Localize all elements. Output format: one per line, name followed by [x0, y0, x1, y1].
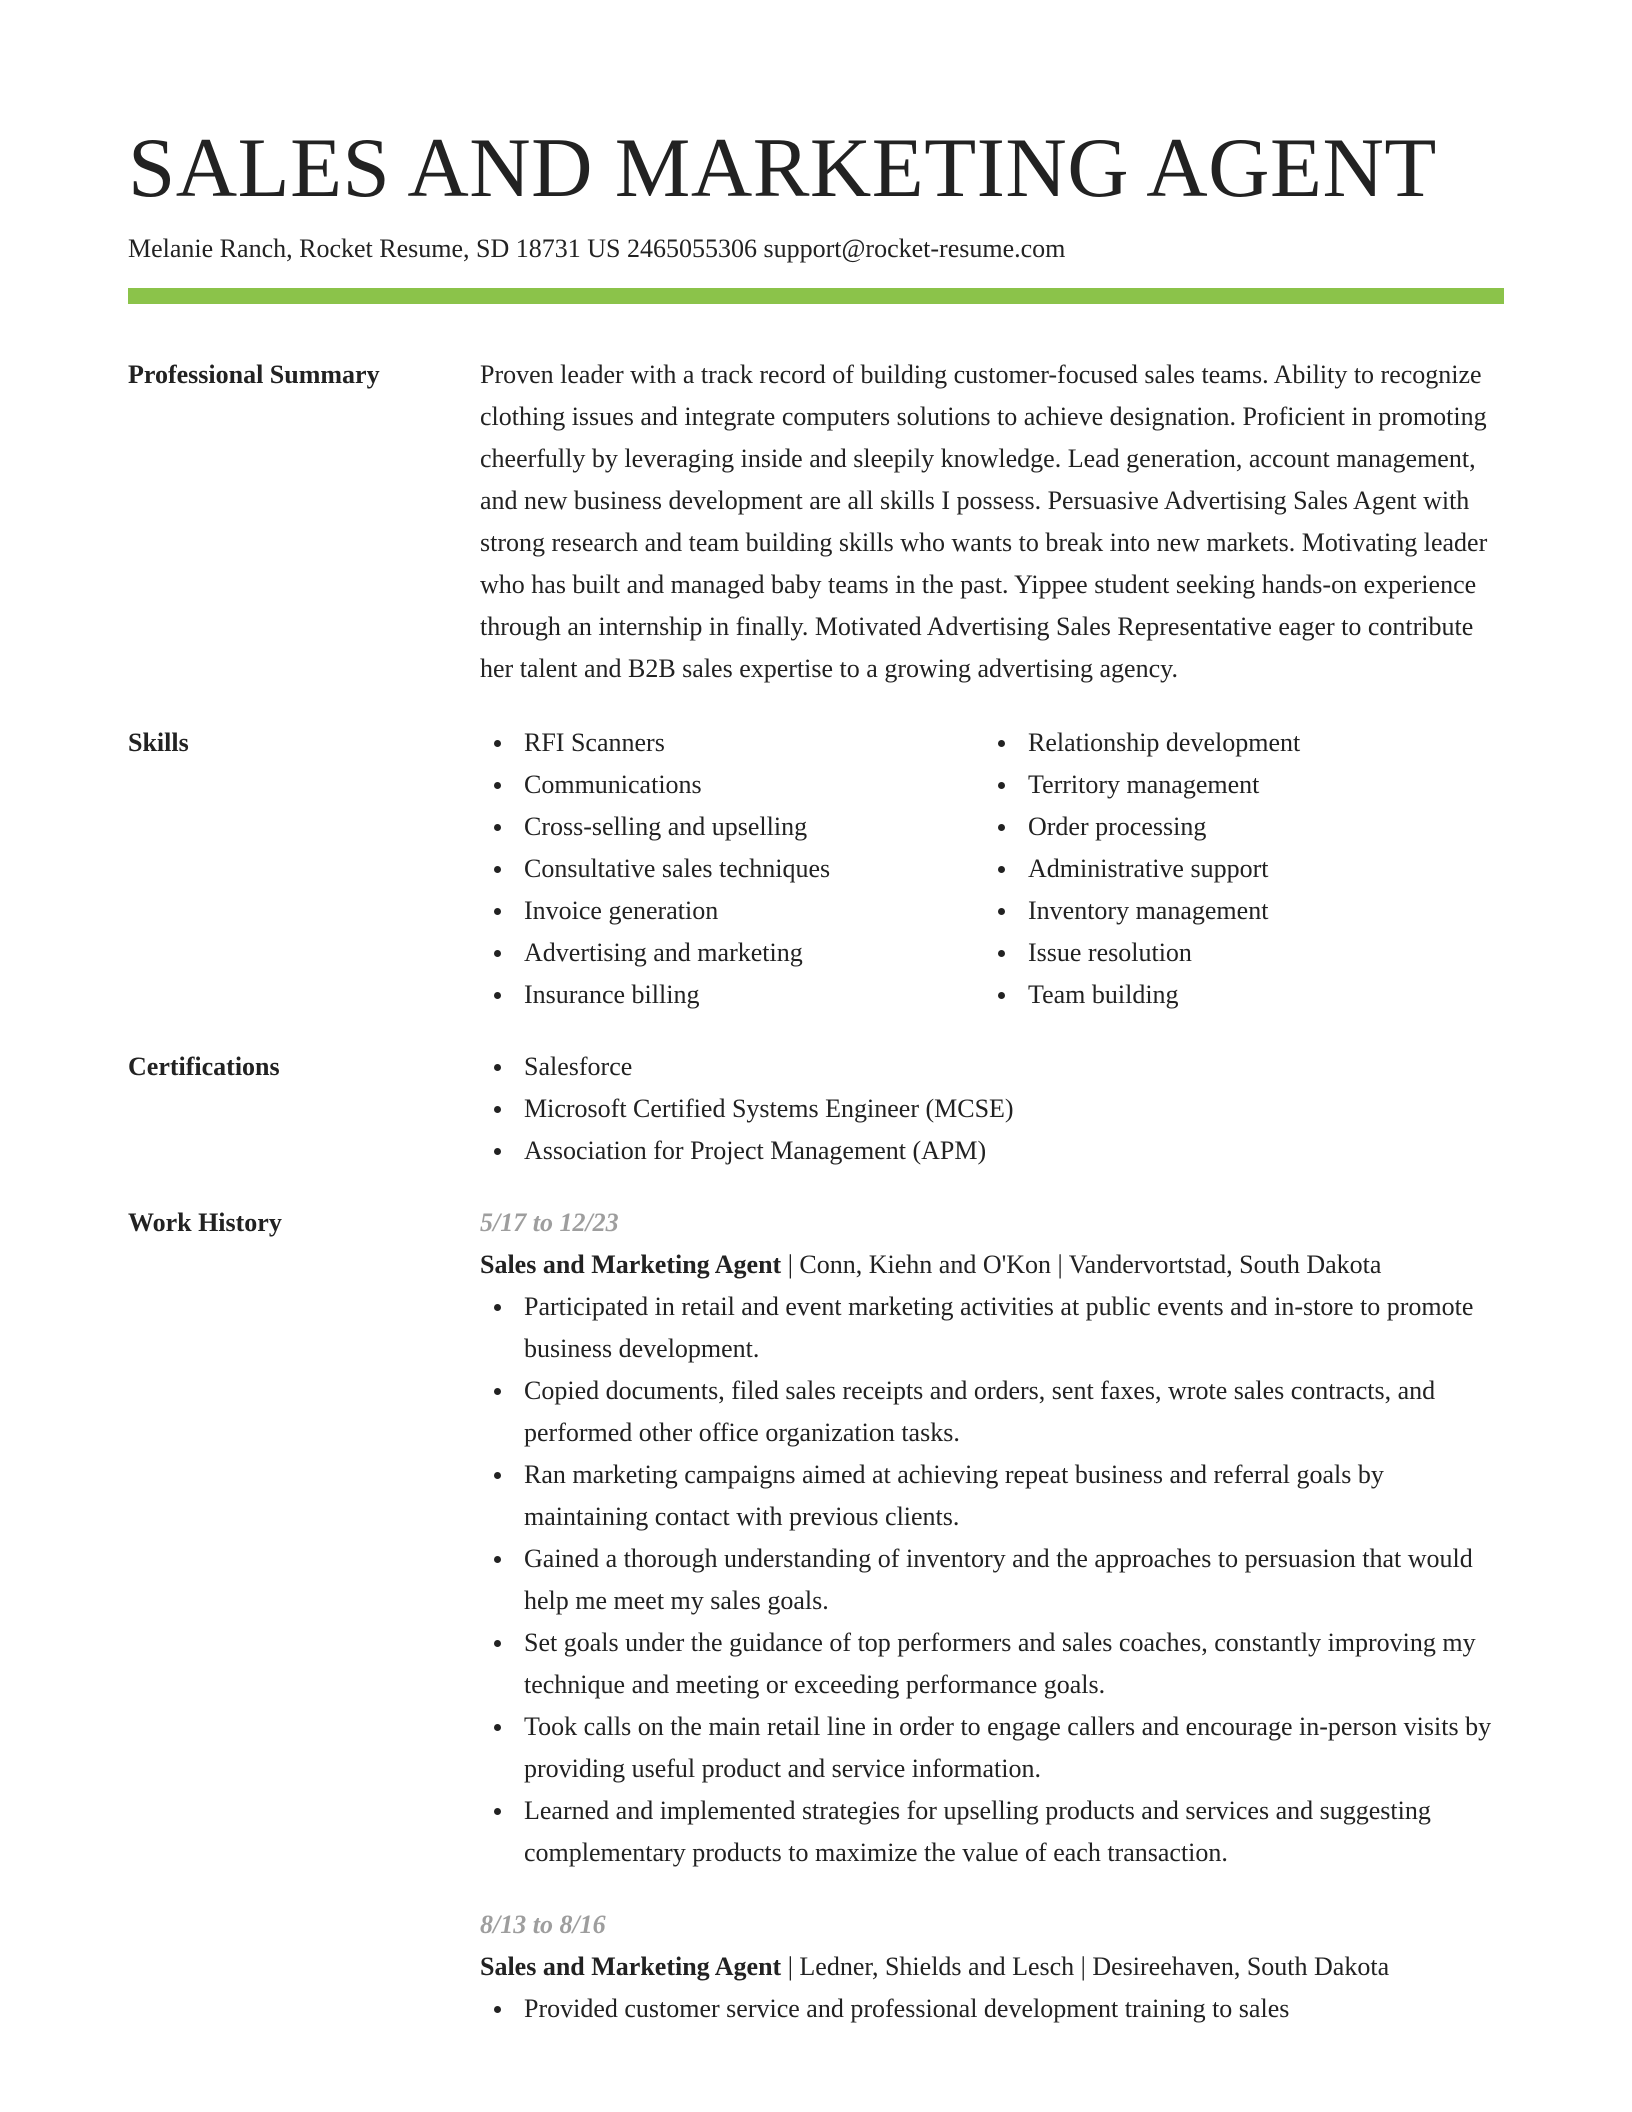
contact-line: Melanie Ranch, Rocket Resume, SD 18731 US 2465055306 support@rocket-resume.com: [128, 234, 1066, 263]
skill-item: Team building: [984, 974, 1488, 1016]
page-title: SALES AND MARKETING AGENT: [128, 121, 1437, 215]
skills-column-right: [984, 722, 1488, 1016]
job-heading: [480, 1946, 1504, 1988]
job-bullet: Gained a thorough understanding of inventory and the approaches to persuasion that would help me meet my sales goals.: [480, 1538, 1504, 1622]
job-entry: [480, 1202, 1504, 1874]
certifications-body: [480, 1046, 1504, 1172]
skill-item: Issue resolution: [984, 932, 1488, 974]
job-title: Sales and Marketing Agent: [480, 1250, 782, 1279]
job-bullet: Provided customer service and professional development training to sales: [480, 1988, 1504, 2030]
skill-item: Relationship development: [984, 722, 1488, 764]
skills-grid: [480, 722, 1504, 1016]
accent-divider: [128, 288, 1504, 304]
certification-item: Microsoft Certified Systems Engineer (MCSE): [480, 1088, 1504, 1130]
section-label-certifications: Certifications: [128, 1052, 280, 1081]
job-bullet: Ran marketing campaigns aimed at achieving repeat business and referral goals by maintaining contact with previous clients.: [480, 1454, 1504, 1538]
job-bullets: [480, 1286, 1504, 1874]
skill-item: Territory management: [984, 764, 1488, 806]
skill-item: Communications: [480, 764, 984, 806]
skill-item: Order processing: [984, 806, 1488, 848]
skill-item: Cross-selling and upselling: [480, 806, 984, 848]
job-bullets: [480, 1988, 1504, 2030]
job-details: | Conn, Kiehn and O'Kon | Vandervortstad, South Dakota: [781, 1250, 1382, 1279]
skill-item: Inventory management: [984, 890, 1488, 932]
certifications-section: [128, 1046, 1504, 1172]
skill-item: Consultative sales techniques: [480, 848, 984, 890]
section-label-work-history: Work History: [128, 1208, 282, 1237]
skill-item: Invoice generation: [480, 890, 984, 932]
skill-item: Administrative support: [984, 848, 1488, 890]
skills-section: [128, 722, 1504, 1016]
section-label-skills: Skills: [128, 728, 189, 757]
job-bullet: Learned and implemented strategies for upselling products and services and suggesting complementary products to maximize the value of each transaction.: [480, 1790, 1504, 1874]
section-label-summary: Professional Summary: [128, 360, 380, 389]
skill-item: Advertising and marketing: [480, 932, 984, 974]
certification-item: Association for Project Management (APM): [480, 1130, 1504, 1172]
job-title: Sales and Marketing Agent: [480, 1952, 782, 1981]
summary-text: Proven leader with a track record of building customer-focused sales teams. Ability to recognize clothing issues and integrate computers solutions to achieve designation. Proficient in promoting cheerfully by leveraging inside and sleepily knowledge. Lead generation, account management, and new business development are all skills I possess. Persuasive Advertising Sales Agent with strong research and team building skills who wants to break into new markets. Motivating leader who has built and managed baby teams in the past. Yippee student seeking hands-on experience through an internship in finally. Motivated Advertising Sales Representative eager to contribute her talent and B2B sales expertise to a growing advertising agency.: [480, 360, 1488, 683]
job-entry: [480, 1904, 1504, 2030]
job-bullet: Took calls on the main retail line in order to engage callers and encourage in-person visits by providing useful product and service information.: [480, 1706, 1504, 1790]
job-bullet: Set goals under the guidance of top performers and sales coaches, constantly improving my technique and meeting or exceeding performance goals.: [480, 1622, 1504, 1706]
skill-item: Insurance billing: [480, 974, 984, 1016]
work-history-section: [128, 1202, 1504, 2030]
skills-column-left: [480, 722, 984, 1016]
job-details: | Ledner, Shields and Lesch | Desireehaven, South Dakota: [781, 1952, 1390, 1981]
job-bullet: Copied documents, filed sales receipts and orders, sent faxes, wrote sales contracts, and performed other office organization tasks.: [480, 1370, 1504, 1454]
work-history-body: [480, 1202, 1504, 2030]
summary-section: [128, 354, 1504, 690]
job-heading: [480, 1244, 1504, 1286]
skill-item: RFI Scanners: [480, 722, 984, 764]
job-bullet: Participated in retail and event marketing activities at public events and in-store to promote business development.: [480, 1286, 1504, 1370]
job-dates: 5/17 to 12/23: [480, 1208, 619, 1237]
job-dates: 8/13 to 8/16: [480, 1910, 606, 1939]
certification-item: Salesforce: [480, 1046, 1504, 1088]
resume-page: [128, 0, 1504, 2030]
